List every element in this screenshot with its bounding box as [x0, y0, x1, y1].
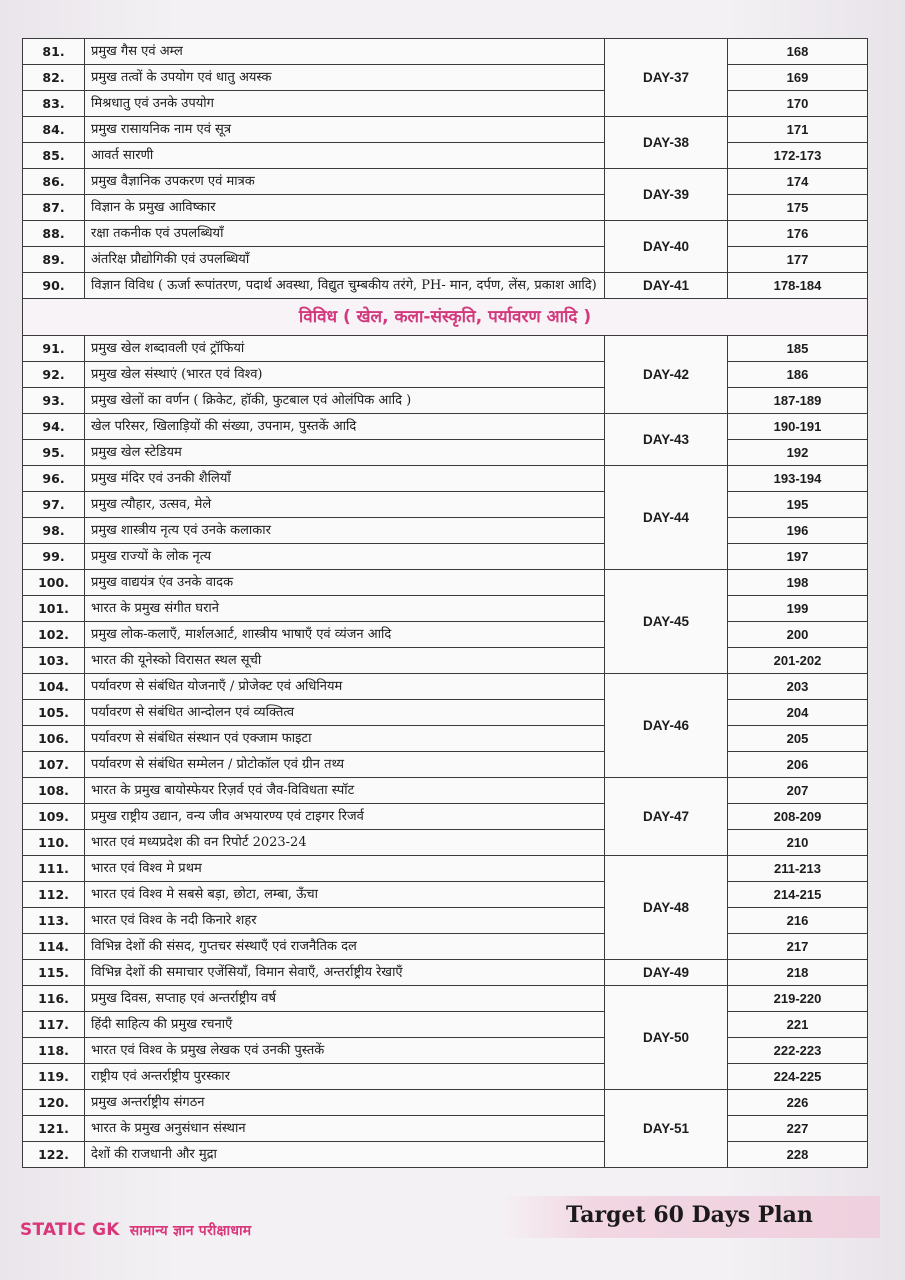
table-row	[23, 830, 868, 856]
table-row	[23, 986, 868, 1012]
table-row	[23, 908, 868, 934]
table-row	[23, 466, 868, 492]
table-row	[23, 143, 868, 169]
table-row	[23, 674, 868, 700]
brand-logo	[20, 1220, 251, 1240]
section-title: विविध ( खेल, कला-संस्कृति, पर्यावरण आदि )	[23, 299, 868, 336]
page-range: 193-194	[728, 466, 868, 492]
row-topic: खेल परिसर, खिलाड़ियों की संख्या, उपनाम, पुस्तकें आदि	[85, 414, 605, 440]
row-number: 108.	[23, 778, 85, 804]
row-topic: भारत एवं विश्व के नदी किनारे शहर	[85, 908, 605, 934]
row-number: 121.	[23, 1116, 85, 1142]
table-row	[23, 221, 868, 247]
page-range: 222-223	[728, 1038, 868, 1064]
page-range: 196	[728, 518, 868, 544]
day-label: DAY-48	[605, 856, 728, 960]
table-row	[23, 648, 868, 674]
table-row	[23, 700, 868, 726]
page-range: 199	[728, 596, 868, 622]
page-range: 224-225	[728, 1064, 868, 1090]
row-number: 110.	[23, 830, 85, 856]
row-topic: अंतरिक्ष प्रौद्योगिकी एवं उपलब्धियाँ	[85, 247, 605, 273]
page-range: 210	[728, 830, 868, 856]
table-row	[23, 39, 868, 65]
table-row	[23, 726, 868, 752]
day-label: DAY-38	[605, 117, 728, 169]
row-topic: प्रमुख त्यौहार, उत्सव, मेले	[85, 492, 605, 518]
row-topic: भारत के प्रमुख संगीत घराने	[85, 596, 605, 622]
row-topic: पर्यावरण से संबंधित आन्दोलन एवं व्यक्तित्व	[85, 700, 605, 726]
row-number: 107.	[23, 752, 85, 778]
page-range: 171	[728, 117, 868, 143]
row-topic: प्रमुख खेलों का वर्णन ( क्रिकेट, हॉकी, फुटबाल एवं ओलंपिक आदि )	[85, 388, 605, 414]
page-range: 170	[728, 91, 868, 117]
row-number: 86.	[23, 169, 85, 195]
row-topic: पर्यावरण से संबंधित संस्थान एवं एक्जाम फाइटा	[85, 726, 605, 752]
row-topic: पर्यावरण से संबंधित योजनाएँ / प्रोजेक्ट एवं अधिनियम	[85, 674, 605, 700]
row-number: 83.	[23, 91, 85, 117]
row-number: 109.	[23, 804, 85, 830]
section-header-row	[23, 299, 868, 336]
page-range: 195	[728, 492, 868, 518]
row-number: 93.	[23, 388, 85, 414]
row-topic: देशों की राजधानी और मुद्रा	[85, 1142, 605, 1168]
day-label: DAY-43	[605, 414, 728, 466]
page-range: 226	[728, 1090, 868, 1116]
page-range: 221	[728, 1012, 868, 1038]
plan-banner	[500, 1196, 880, 1238]
row-number: 82.	[23, 65, 85, 91]
row-number: 119.	[23, 1064, 85, 1090]
table-row	[23, 91, 868, 117]
row-topic: प्रमुख गैस एवं अम्ल	[85, 39, 605, 65]
day-label: DAY-40	[605, 221, 728, 273]
table-row	[23, 273, 868, 299]
row-number: 105.	[23, 700, 85, 726]
row-topic: भारत एवं विश्व मे प्रथम	[85, 856, 605, 882]
row-number: 99.	[23, 544, 85, 570]
row-topic: राष्ट्रीय एवं अन्तर्राष्ट्रीय पुरस्कार	[85, 1064, 605, 1090]
row-number: 116.	[23, 986, 85, 1012]
row-topic: प्रमुख शास्त्रीय नृत्य एवं उनके कलाकार	[85, 518, 605, 544]
row-number: 117.	[23, 1012, 85, 1038]
table-row	[23, 440, 868, 466]
row-number: 97.	[23, 492, 85, 518]
row-topic: प्रमुख तत्वों के उपयोग एवं धातु अयस्क	[85, 65, 605, 91]
row-number: 114.	[23, 934, 85, 960]
table-row	[23, 778, 868, 804]
page-range: 198	[728, 570, 868, 596]
brand-name: STATIC GK	[20, 1220, 120, 1240]
page-range: 208-209	[728, 804, 868, 830]
table-row	[23, 570, 868, 596]
day-label: DAY-41	[605, 273, 728, 299]
page-range: 190-191	[728, 414, 868, 440]
page-range: 187-189	[728, 388, 868, 414]
day-label: DAY-47	[605, 778, 728, 856]
row-topic: भारत एवं मध्यप्रदेश की वन रिपोर्ट 2023-24	[85, 830, 605, 856]
row-topic: विज्ञान के प्रमुख आविष्कार	[85, 195, 605, 221]
row-topic: प्रमुख खेल शब्दावली एवं ट्रॉफियां	[85, 336, 605, 362]
table-row	[23, 518, 868, 544]
row-number: 84.	[23, 117, 85, 143]
day-label: DAY-42	[605, 336, 728, 414]
row-number: 104.	[23, 674, 85, 700]
table-row	[23, 117, 868, 143]
page-range: 168	[728, 39, 868, 65]
table-row	[23, 65, 868, 91]
day-label: DAY-50	[605, 986, 728, 1090]
row-topic: प्रमुख लोक-कलाएँ, मार्शलआर्ट, शास्त्रीय भाषाएँ एवं व्यंजन आदि	[85, 622, 605, 648]
table-row	[23, 195, 868, 221]
page-range: 206	[728, 752, 868, 778]
table-row	[23, 544, 868, 570]
row-topic: प्रमुख राज्यों के लोक नृत्य	[85, 544, 605, 570]
row-number: 96.	[23, 466, 85, 492]
row-number: 111.	[23, 856, 85, 882]
table-row	[23, 388, 868, 414]
day-label: DAY-37	[605, 39, 728, 117]
table-row	[23, 492, 868, 518]
table-row	[23, 622, 868, 648]
table-row	[23, 1012, 868, 1038]
row-number: 91.	[23, 336, 85, 362]
page-range: 205	[728, 726, 868, 752]
table-row	[23, 362, 868, 388]
page-range: 175	[728, 195, 868, 221]
row-number: 101.	[23, 596, 85, 622]
row-number: 87.	[23, 195, 85, 221]
page-range: 185	[728, 336, 868, 362]
row-number: 112.	[23, 882, 85, 908]
table-row	[23, 414, 868, 440]
row-number: 100.	[23, 570, 85, 596]
page-range: 216	[728, 908, 868, 934]
page-range: 200	[728, 622, 868, 648]
page-range: 217	[728, 934, 868, 960]
page-range: 169	[728, 65, 868, 91]
row-number: 92.	[23, 362, 85, 388]
page-range: 227	[728, 1116, 868, 1142]
brand-subtitle: सामान्य ज्ञान परीक्षाधाम	[129, 1223, 252, 1239]
table-row	[23, 169, 868, 195]
row-topic: विज्ञान विविध ( ऊर्जा रूपांतरण, पदार्थ अवस्था, विद्युत चुम्बकीय तरंगे, PH- मान, दर्पण, लेंस, प्रकाश आदि)	[85, 273, 605, 299]
row-number: 88.	[23, 221, 85, 247]
row-topic: प्रमुख खेल स्टेडियम	[85, 440, 605, 466]
row-topic: पर्यावरण से संबंधित सम्मेलन / प्रोटोकॉल एवं ग्रीन तथ्य	[85, 752, 605, 778]
day-label: DAY-46	[605, 674, 728, 778]
page-range: 211-213	[728, 856, 868, 882]
page-range: 177	[728, 247, 868, 273]
row-topic: प्रमुख अन्तर्राष्ट्रीय संगठन	[85, 1090, 605, 1116]
row-topic: प्रमुख मंदिर एवं उनकी शैलियाँ	[85, 466, 605, 492]
page-range: 174	[728, 169, 868, 195]
row-number: 115.	[23, 960, 85, 986]
table-row	[23, 934, 868, 960]
page-range: 172-173	[728, 143, 868, 169]
row-number: 113.	[23, 908, 85, 934]
table-row	[23, 882, 868, 908]
table-row	[23, 804, 868, 830]
row-number: 103.	[23, 648, 85, 674]
page-range: 176	[728, 221, 868, 247]
table-row	[23, 596, 868, 622]
day-label: DAY-45	[605, 570, 728, 674]
page-range: 218	[728, 960, 868, 986]
table-row	[23, 960, 868, 986]
page-range: 214-215	[728, 882, 868, 908]
row-number: 102.	[23, 622, 85, 648]
row-topic: प्रमुख दिवस, सप्ताह एवं अन्तर्राष्ट्रीय वर्ष	[85, 986, 605, 1012]
row-topic: रक्षा तकनीक एवं उपलब्धियाँ	[85, 221, 605, 247]
row-topic: प्रमुख खेल संस्थाएं (भारत एवं विश्व)	[85, 362, 605, 388]
page-range: 197	[728, 544, 868, 570]
row-topic: प्रमुख राष्ट्रीय उद्यान, वन्य जीव अभयारण्य एवं टाइगर रिजर्व	[85, 804, 605, 830]
row-topic: मिश्रधातु एवं उनके उपयोग	[85, 91, 605, 117]
row-number: 94.	[23, 414, 85, 440]
page-range: 201-202	[728, 648, 868, 674]
table-row	[23, 247, 868, 273]
row-topic: भारत के प्रमुख अनुसंधान संस्थान	[85, 1116, 605, 1142]
table-row	[23, 336, 868, 362]
table-row	[23, 856, 868, 882]
page-range: 228	[728, 1142, 868, 1168]
row-topic: आवर्त सारणी	[85, 143, 605, 169]
table-row	[23, 1064, 868, 1090]
day-label: DAY-39	[605, 169, 728, 221]
row-topic: हिंदी साहित्य की प्रमुख रचनाएँ	[85, 1012, 605, 1038]
row-topic: विभिन्न देशों की समाचार एजेंसियाँ, विमान सेवाएँ, अन्तर्राष्ट्रीय रेखाएँ	[85, 960, 605, 986]
row-topic: विभिन्न देशों की संसद, गुप्तचर संस्थाएँ एवं राजनैतिक दल	[85, 934, 605, 960]
table-row	[23, 1116, 868, 1142]
row-topic: भारत के प्रमुख बायोस्फेयर रिज़र्व एवं जैव-विविधता स्पॉट	[85, 778, 605, 804]
row-topic: भारत की यूनेस्को विरासत स्थल सूची	[85, 648, 605, 674]
row-number: 89.	[23, 247, 85, 273]
row-topic: प्रमुख वैज्ञानिक उपकरण एवं मात्रक	[85, 169, 605, 195]
day-label: DAY-49	[605, 960, 728, 986]
contents-table	[22, 38, 868, 1168]
page-range: 178-184	[728, 273, 868, 299]
row-number: 118.	[23, 1038, 85, 1064]
row-topic: प्रमुख रासायनिक नाम एवं सूत्र	[85, 117, 605, 143]
row-topic: प्रमुख वाद्ययंत्र एंव उनके वादक	[85, 570, 605, 596]
page-range: 207	[728, 778, 868, 804]
page-range: 204	[728, 700, 868, 726]
row-number: 81.	[23, 39, 85, 65]
row-topic: भारत एवं विश्व मे सबसे बड़ा, छोटा, लम्बा, ऊँचा	[85, 882, 605, 908]
page-range: 186	[728, 362, 868, 388]
plan-title: Target 60 Days Plan	[566, 1202, 813, 1228]
table-row	[23, 1090, 868, 1116]
row-number: 122.	[23, 1142, 85, 1168]
table-row	[23, 752, 868, 778]
page-range: 219-220	[728, 986, 868, 1012]
row-number: 90.	[23, 273, 85, 299]
row-number: 98.	[23, 518, 85, 544]
row-number: 95.	[23, 440, 85, 466]
row-number: 120.	[23, 1090, 85, 1116]
page-range: 203	[728, 674, 868, 700]
page-range: 192	[728, 440, 868, 466]
day-label: DAY-51	[605, 1090, 728, 1168]
table-row	[23, 1038, 868, 1064]
day-label: DAY-44	[605, 466, 728, 570]
row-number: 85.	[23, 143, 85, 169]
row-topic: भारत एवं विश्व के प्रमुख लेखक एवं उनकी पुस्तकें	[85, 1038, 605, 1064]
table-row	[23, 1142, 868, 1168]
row-number: 106.	[23, 726, 85, 752]
